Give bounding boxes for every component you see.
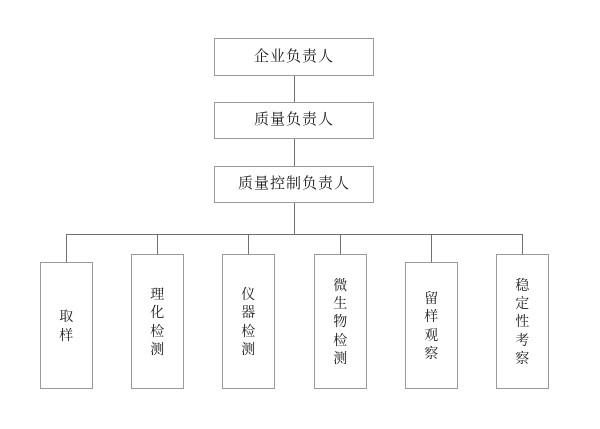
node-level1-label: 企业负责人 — [253, 47, 334, 65]
node-level3[interactable] — [214, 166, 374, 203]
node-leaf-3-label: 仪器检测 — [241, 286, 256, 357]
connector-bus-leaf-1 — [66, 234, 67, 262]
node-level2-label: 质量负责人 — [253, 111, 334, 129]
node-leaf-2[interactable] — [131, 254, 184, 389]
node-leaf-4[interactable] — [314, 254, 367, 389]
node-leaf-1[interactable] — [40, 262, 93, 389]
node-leaf-6[interactable] — [496, 254, 549, 389]
node-leaf-4-label: 微生物检测 — [333, 277, 348, 366]
node-leaf-5[interactable] — [405, 262, 458, 389]
node-leaf-1-label: 取样 — [59, 308, 74, 343]
node-leaf-6-label: 稳定性考察 — [515, 277, 530, 366]
node-level3-label: 质量控制负责人 — [237, 175, 350, 193]
connector-bus-leaf-5 — [431, 234, 432, 262]
connector-l2-l3 — [294, 139, 295, 166]
node-leaf-2-label: 理化检测 — [150, 286, 165, 357]
node-level2[interactable] — [214, 102, 374, 139]
connector-l1-l2 — [294, 76, 295, 103]
node-leaf-3[interactable] — [222, 254, 275, 389]
node-leaf-5-label: 留样观察 — [424, 290, 439, 361]
connector-l3-bus — [294, 203, 295, 234]
connector-bus — [66, 234, 523, 235]
node-level1[interactable] — [214, 38, 374, 76]
